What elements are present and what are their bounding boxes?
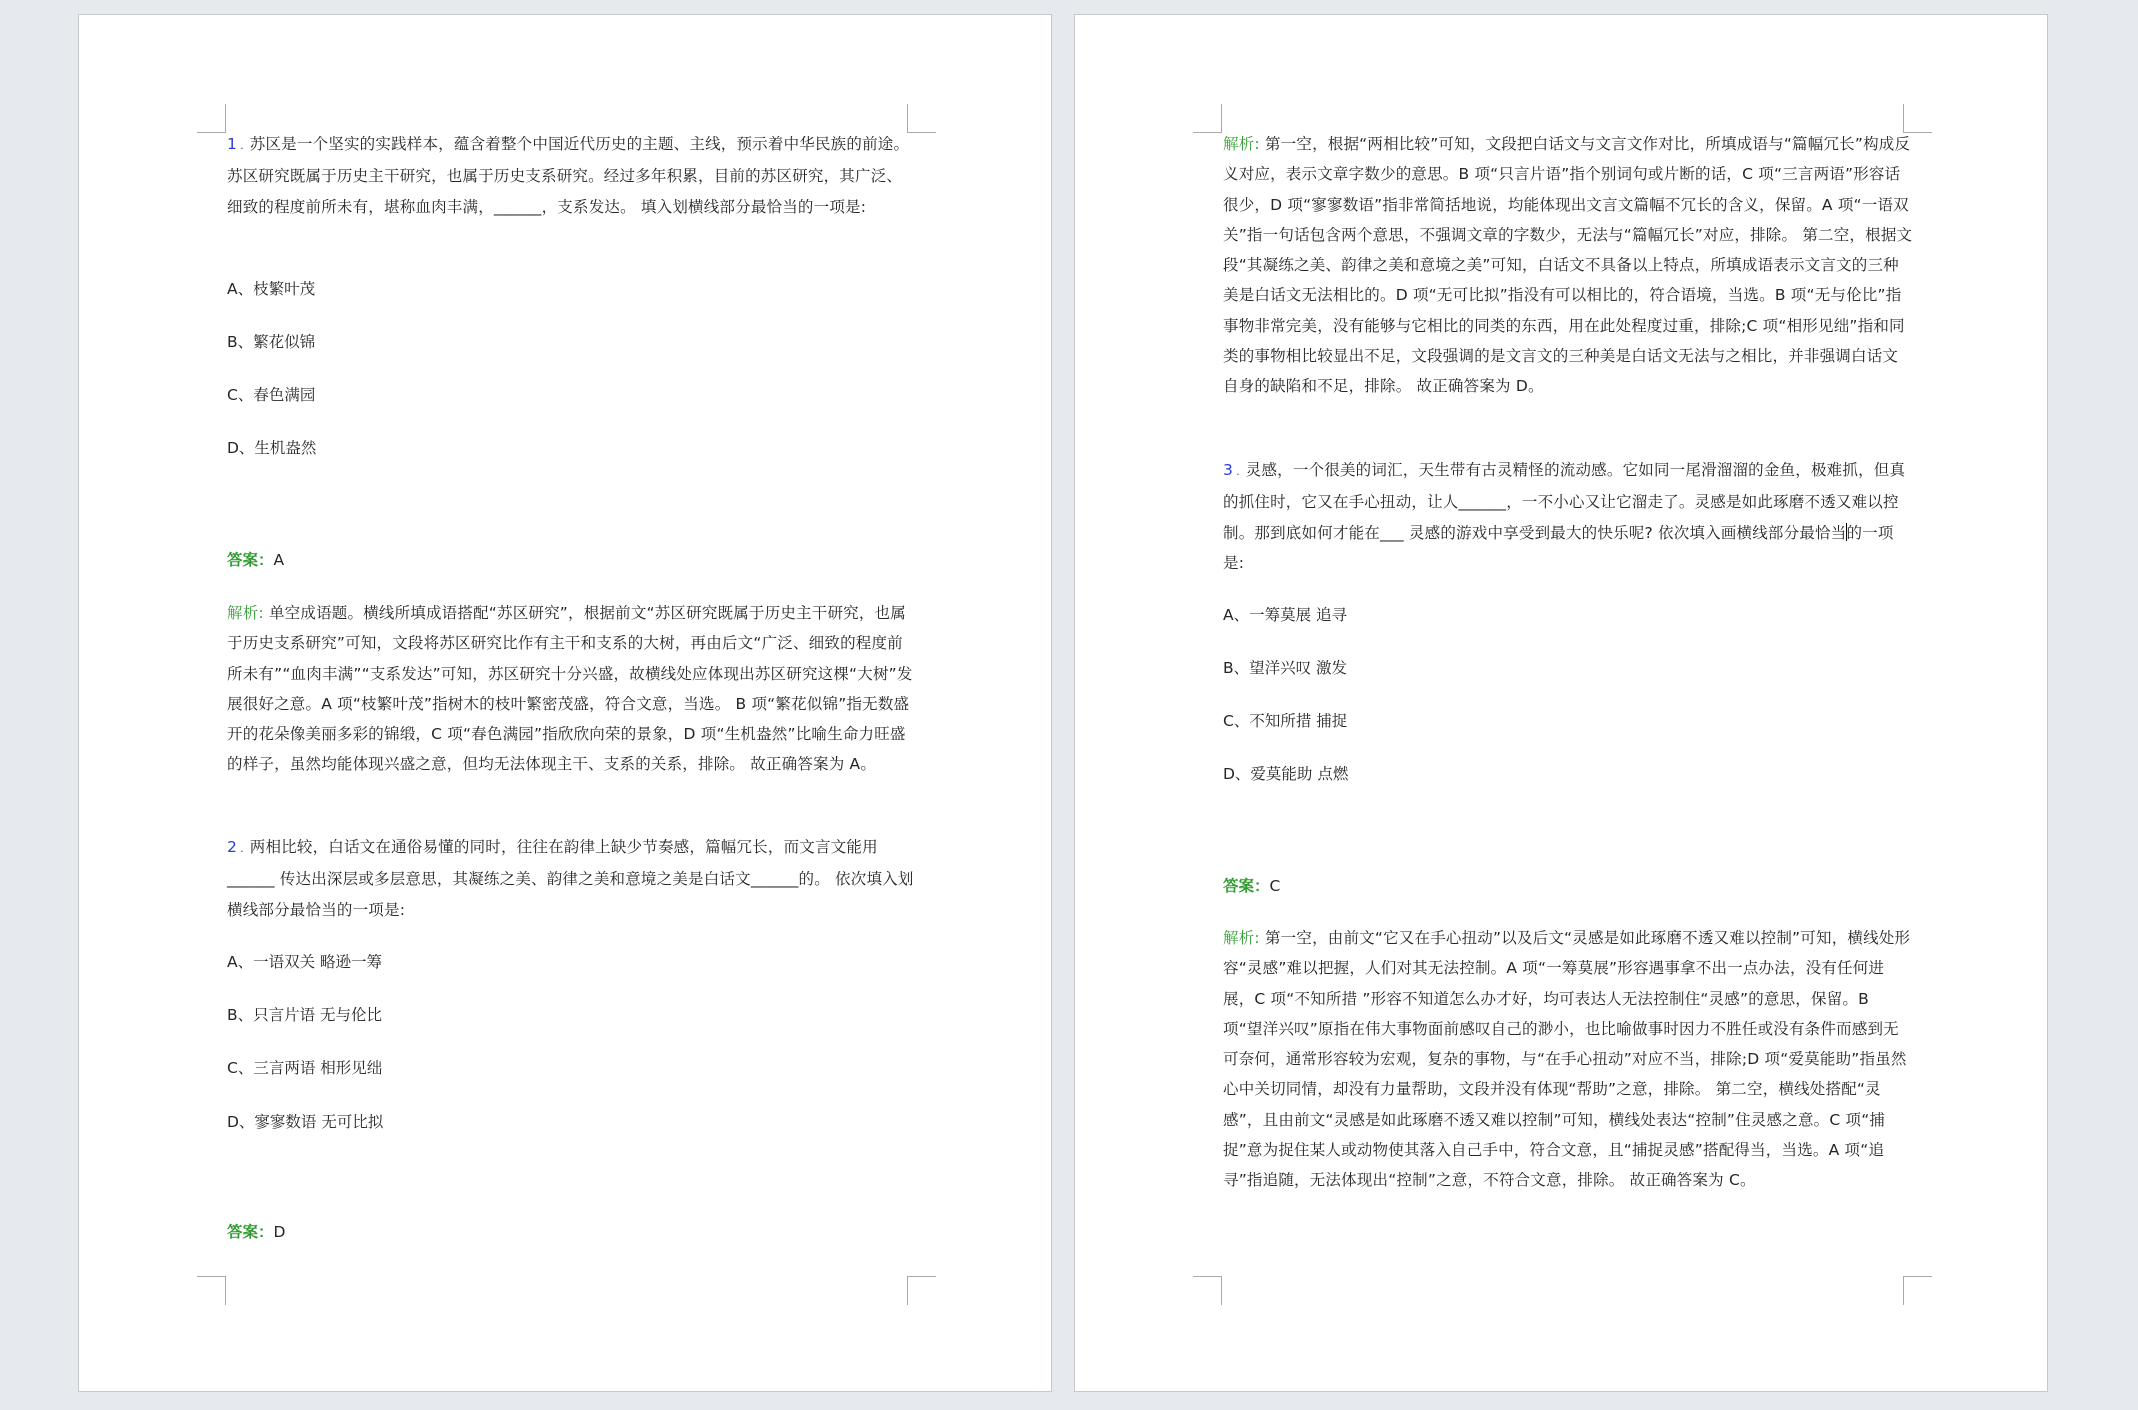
analysis-label: 解析: bbox=[1223, 929, 1260, 947]
margin-corner-bottom-left bbox=[1193, 1276, 1222, 1305]
question-1-option-d[interactable]: D、生机盎然 bbox=[227, 439, 317, 457]
question-1-option-b[interactable]: B、繁花似锦 bbox=[227, 333, 316, 351]
question-3-option-d[interactable]: D、爱莫能助 点燃 bbox=[1223, 765, 1349, 783]
question-number-dot: . bbox=[240, 139, 244, 152]
question-number-dot: . bbox=[1236, 465, 1240, 478]
answer-label: 答案： bbox=[227, 1223, 274, 1241]
answer-value: C bbox=[1269, 877, 1281, 895]
question-2-option-c[interactable]: C、三言两语 相形见绌 bbox=[227, 1059, 383, 1077]
margin-corner-top-left bbox=[1193, 104, 1222, 133]
question-1-answer[interactable] bbox=[227, 549, 284, 571]
analysis-label: 解析: bbox=[1223, 135, 1260, 153]
analysis-text: 第一空，根据“两相比较”可知，文段把白话文与文言文作对比，所填成语与“篇幅冗长”构成反义对应，表示文章字数少的意思。B 项“只言片语”指个别词句或片断的话，C 项“三言两语”形容话很少，D 项“寥寥数语”指非常简括地说，均能体现出文言文篇幅不冗长的含义，保留。A 项“一语双关”指一句话包含两个意思，不强调文章的字数少，无法与“篇幅冗长”对应，排除。 第二空，根据文段“其凝练之美、韵律之美和意境之美”可知，白话文不具备以上特点，所填成语表示文言文的三种美是白话文无法相比的。D 项“无可比拟”指没有可以相比的，符合语境，当选。B 项“无与伦比”指事物非常完美，没有能够与它相比的同类的东西，用在此处程度过重，排除;C 项“相形见绌”指和同类的事物相比较显出不足，文段强调的是文言文的三种美是白话文无法与之相比，并非强调白话文自身的缺陷和不足，排除。 故正确答案为 D。 bbox=[1223, 135, 1913, 396]
margin-corner-top-left bbox=[197, 104, 226, 133]
question-3-answer[interactable] bbox=[1223, 875, 1280, 897]
document-page-1[interactable] bbox=[78, 14, 1052, 1392]
margin-corner-bottom-left bbox=[197, 1276, 226, 1305]
question-2-stem[interactable] bbox=[227, 832, 917, 925]
question-text: 两相比较，白话文在通俗易懂的同时，往往在韵律上缺少节奏感，篇幅冗长，而文言文能用______ 传达出深层或多层意思，其凝练之美、韵律之美和意境之美是白话文______的。 依次填入划横线部分最恰当的一项是: bbox=[227, 838, 914, 919]
question-2-option-d[interactable]: D、寥寥数语 无可比拟 bbox=[227, 1113, 384, 1131]
question-number-dot: . bbox=[240, 842, 244, 855]
question-2-option-b[interactable]: B、只言片语 无与伦比 bbox=[227, 1006, 383, 1024]
question-text-continued: 的一项是: bbox=[1223, 523, 1894, 572]
question-1-option-c[interactable]: C、春色满园 bbox=[227, 386, 316, 404]
question-number: 1 bbox=[227, 135, 238, 153]
question-3-option-c[interactable]: C、不知所措 捕捉 bbox=[1223, 712, 1348, 730]
question-2-answer[interactable] bbox=[227, 1221, 285, 1243]
answer-value: A bbox=[273, 551, 285, 569]
margin-corner-bottom-right bbox=[907, 1276, 936, 1305]
question-text: 灵感，一个很美的词汇，天生带有古灵精怪的流动感。它如同一尾滑溜溜的金鱼，极难抓，但真的抓住时，它又在手心扭动，让人______，一不小心又让它溜走了。灵感是如此琢磨不透又难以控制。那到底如何才能在___ 灵感的游戏中享受到最大的快乐呢? 依次填入画横线部分最恰当 bbox=[1223, 461, 1906, 542]
question-1-analysis[interactable] bbox=[227, 598, 917, 780]
question-3-stem[interactable] bbox=[1223, 455, 1913, 578]
answer-label: 答案： bbox=[227, 551, 274, 569]
question-2-analysis[interactable] bbox=[1223, 129, 1913, 402]
question-1-option-a[interactable]: A、枝繁叶茂 bbox=[227, 280, 316, 298]
question-number: 3 bbox=[1223, 461, 1234, 479]
question-2-option-a[interactable]: A、一语双关 略逊一筹 bbox=[227, 953, 383, 971]
question-3-analysis[interactable] bbox=[1223, 923, 1913, 1196]
document-page-2[interactable] bbox=[1074, 14, 2048, 1392]
margin-corner-bottom-right bbox=[1903, 1276, 1932, 1305]
question-3-option-b[interactable]: B、望洋兴叹 激发 bbox=[1223, 659, 1348, 677]
analysis-text: 第一空，由前文“它又在手心扭动”以及后文“灵感是如此琢磨不透又难以控制”可知，横线处形容“灵感”难以把握，人们对其无法控制。A 项“一筹莫展”形容遇事拿不出一点办法，没有任何进展，C 项“不知所措 ”形容不知道怎么办才好，均可表达人无法控制住“灵感”的意思，保留。B 项“望洋兴叹”原指在伟大事物面前感叹自己的渺小，也比喻做事时因力不胜任或没有条件而感到无可奈何，通常形容较为宏观，复杂的事物，与“在手心扭动”对应不当，排除;D 项“爱莫能助”指虽然心中关切同情，却没有力量帮助，文段并没有体现“帮助”之意，排除。 第二空，横线处搭配“灵感”，且由前文“灵感是如此琢磨不透又难以控制”可知，横线处表达“控制”住灵感之意。C 项“捕捉”意为捉住某人或动物使其落入自己手中，符合文意，且“捕捉灵感”搭配得当，当选。A 项“追寻”指追随，无法体现出“控制”之意，不符合文意，排除。 故正确答案为 C。 bbox=[1223, 929, 1911, 1190]
answer-label: 答案： bbox=[1223, 877, 1270, 895]
answer-value: D bbox=[273, 1223, 286, 1241]
question-number: 2 bbox=[227, 838, 238, 856]
question-text: 苏区是一个坚实的实践样本，蕴含着整个中国近代历史的主题、主线，预示着中华民族的前途。苏区研究既属于历史主干研究，也属于历史支系研究。经过多年积累，目前的苏区研究，其广泛、细致的程度前所未有，堪称血肉丰满，______，支系发达。 填入划横线部分最恰当的一项是: bbox=[227, 135, 910, 216]
analysis-text: 单空成语题。横线所填成语搭配“苏区研究”，根据前文“苏区研究既属于历史主干研究，也属于历史支系研究”可知，文段将苏区研究比作有主干和支系的大树，再由后文“广泛、细致的程度前所未有”“血肉丰满”“支系发达”可知，苏区研究十分兴盛，故横线处应体现出苏区研究这棵“大树”发展很好之意。A 项“枝繁叶茂”指树木的枝叶繁密茂盛，符合文意，当选。 B 项“繁花似锦”指无数盛开的花朵像美丽多彩的锦缎，C 项“春色满园”指欣欣向荣的景象，D 项“生机盎然”比喻生命力旺盛的样子，虽然均能体现兴盛之意，但均无法体现主干、支系的关系，排除。 故正确答案为 A。 bbox=[227, 604, 913, 774]
question-1-stem[interactable] bbox=[227, 129, 917, 222]
analysis-label: 解析: bbox=[227, 604, 264, 622]
question-3-option-a[interactable]: A、一筹莫展 追寻 bbox=[1223, 606, 1348, 624]
